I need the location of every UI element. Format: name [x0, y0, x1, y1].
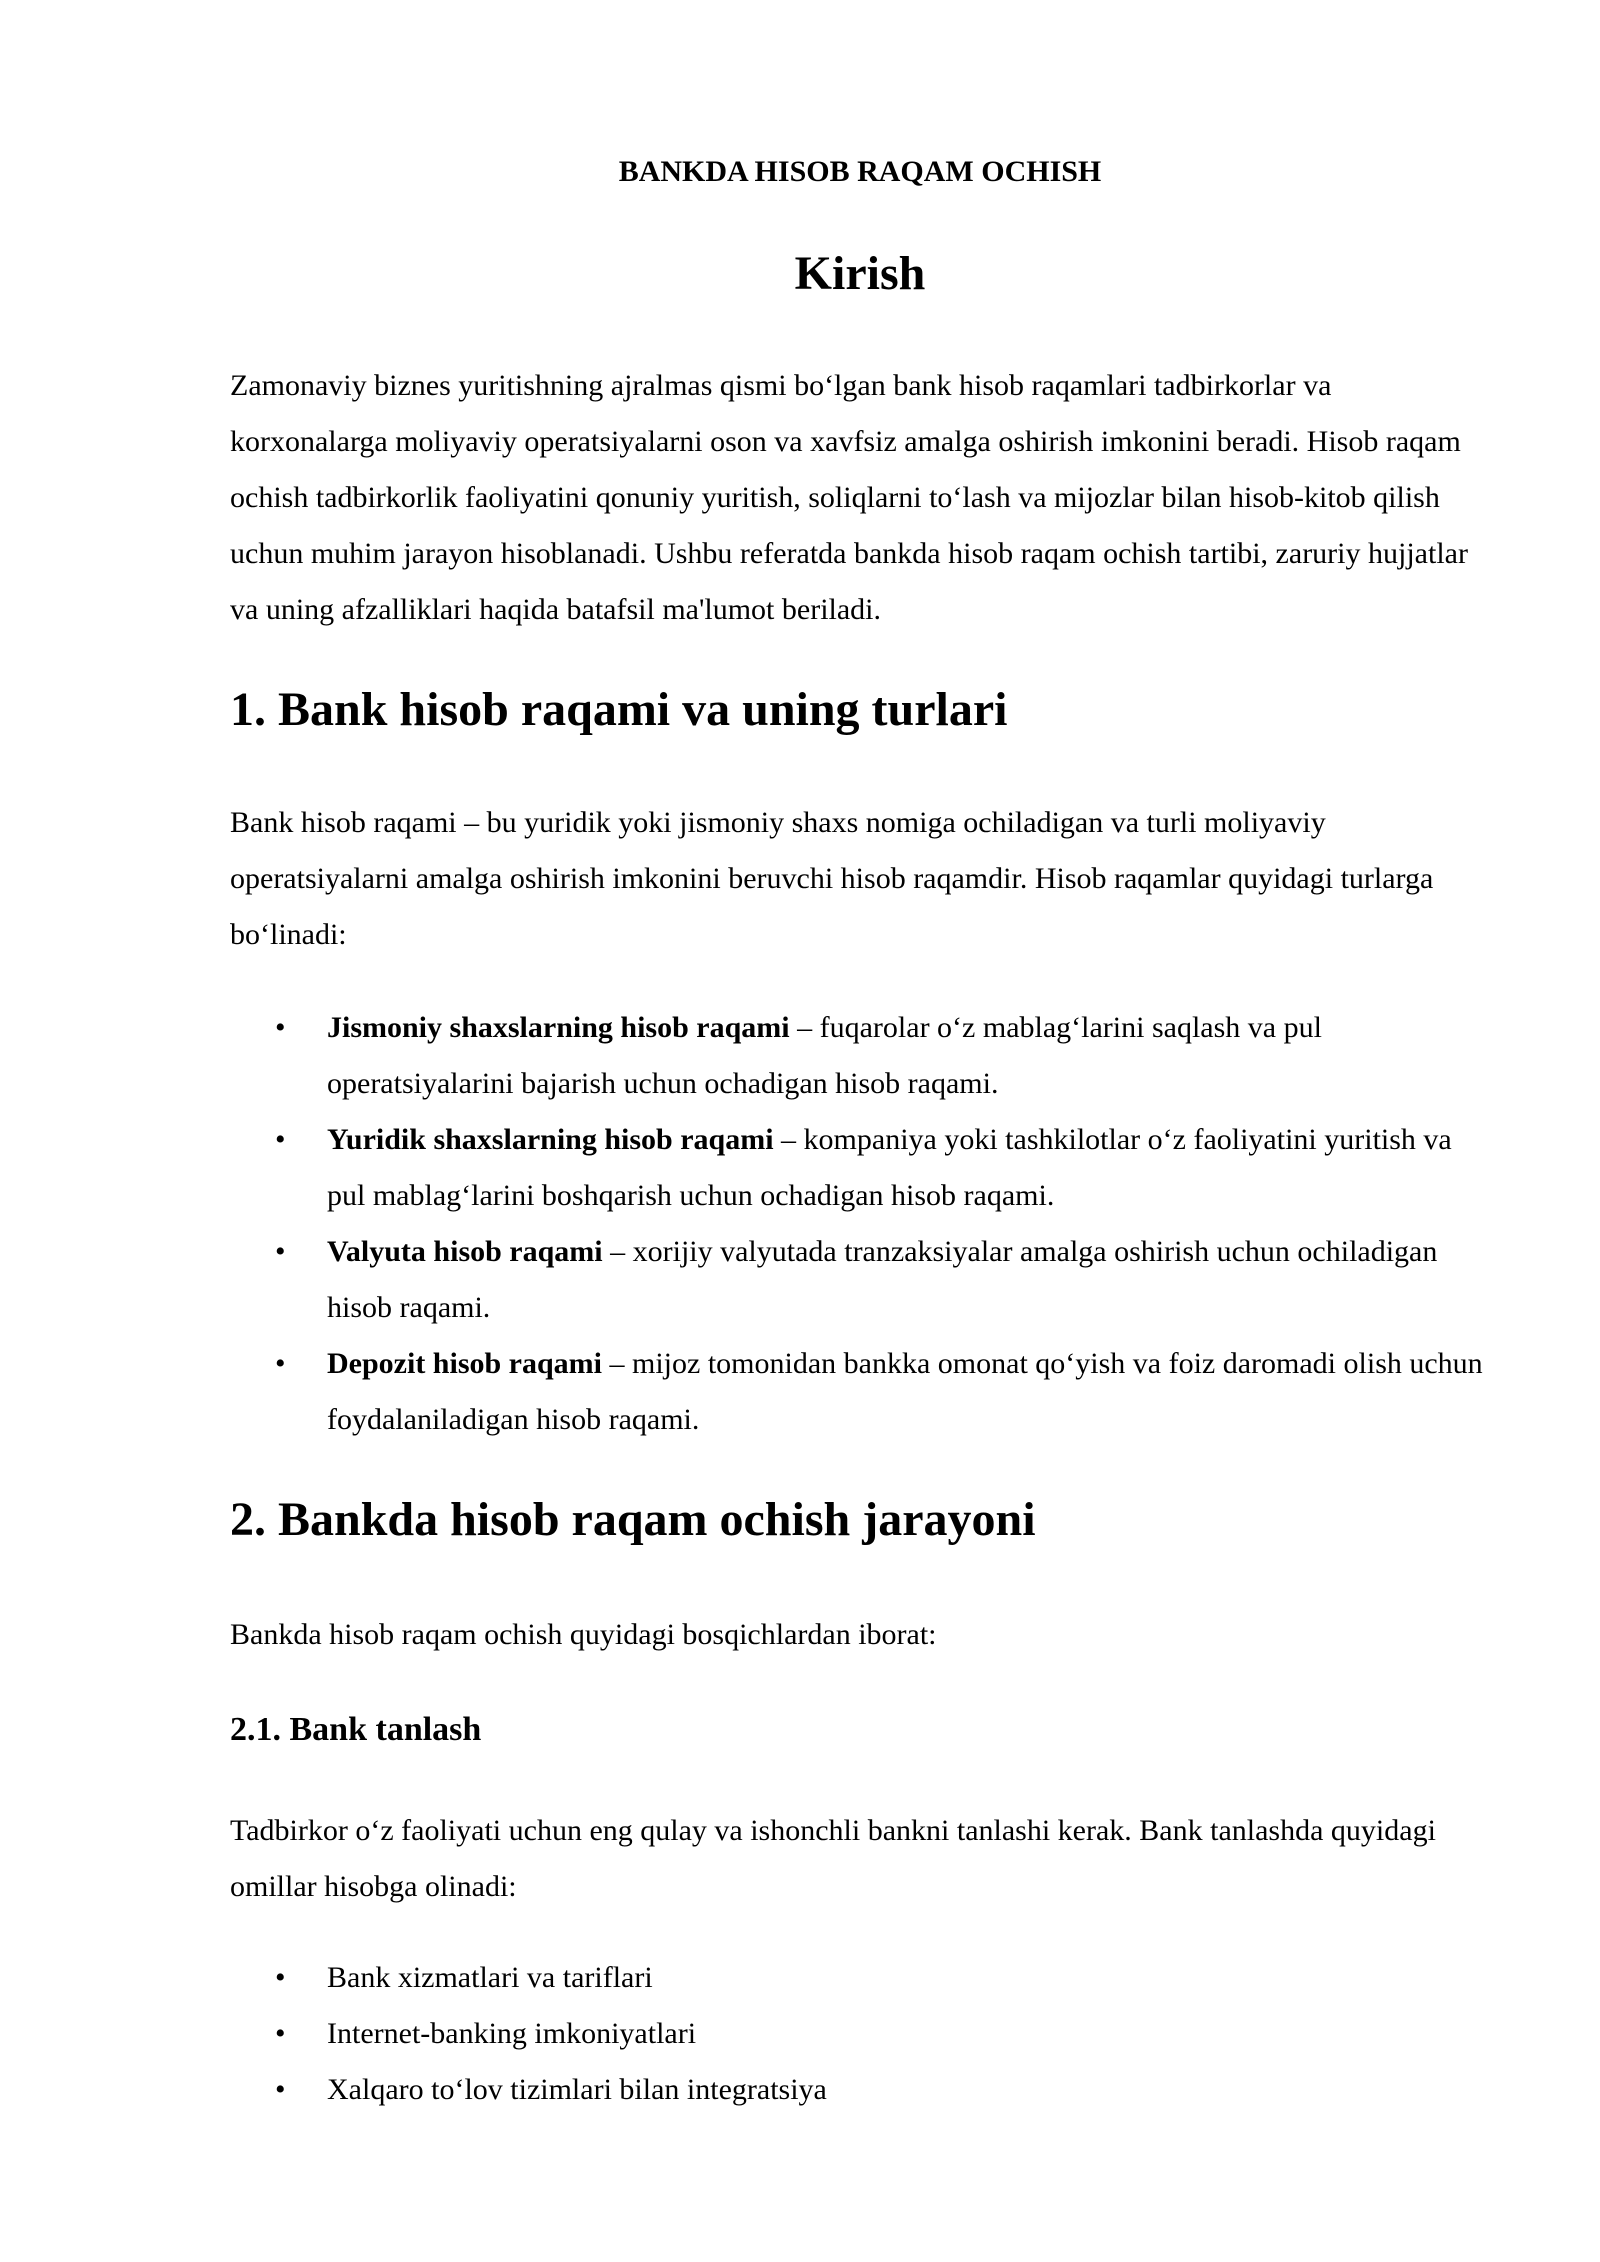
- intro-paragraph: Zamonaviy biznes yuritishning ajralmas qismi bo‘lgan bank hisob raqamlari tadbirkorlar va korxonalarga moliyaviy operatsiyalarni oson va xavfsiz amalga oshirish imkonini beradi. Hisob raqam ochish tadbirkorlik faoliyatini qonuniy yuritish, soliqlarni to‘lash va mijozlar bilan hisob-kitob qilish uchun muhim jarayon hisoblanadi. Ushbu referatda bankda hisob raqam ochish tartibi, zaruriy hujjatlar va uning afzalliklari haqida batafsil ma'lumot beriladi.: [230, 369, 1468, 626]
- bullet-icon: •: [275, 1123, 286, 1156]
- bullet-icon: •: [275, 2073, 286, 2106]
- list-item: [230, 2062, 1492, 2118]
- section-1-heading: 1. Bank hisob raqami va uning turlari: [230, 683, 1008, 736]
- list-item-description: – xorijiy valyutada tranzaksiyalar amalga oshirish uchun ochiladigan hisob raqami.: [327, 1235, 1438, 1324]
- subsection-2-1-paragraph: Tadbirkor o‘z faoliyati uchun eng qulay va ishonchli bankni tanlashi kerak. Bank tanlashda quyidagi omillar hisobga olinadi:: [230, 1814, 1436, 1903]
- document-title: BANKDA HISOB RAQAM OCHISH: [618, 155, 1102, 188]
- list-item-term: Valyuta hisob raqami: [327, 1235, 603, 1268]
- list-item-text: Bank xizmatlari va tariflari: [327, 1961, 653, 1994]
- list-item-description: – kompaniya yoki tashkilotlar o‘z faoliyatini yuritish va pul mablag‘larini boshqarish uchun ochadigan hisob raqami.: [327, 1123, 1452, 1212]
- section-1-paragraph: Bank hisob raqami – bu yuridik yoki jismoniy shaxs nomiga ochiladigan va turli moliyaviy operatsiyalarni amalga oshirish imkonini beruvchi hisob raqamdir. Hisob raqamlar quyidagi turlarga bo‘linadi:: [230, 806, 1434, 951]
- bullet-icon: •: [275, 1961, 286, 1994]
- list-item-description: – mijoz tomonidan bankka omonat qo‘yish va foiz daromadi olish uchun foydalaniladigan hisob raqami.: [327, 1347, 1483, 1436]
- intro-heading: Kirish: [794, 247, 926, 300]
- list-item-term: Depozit hisob raqami: [327, 1347, 603, 1380]
- bank-selection-factors-list: [230, 1950, 1492, 2118]
- list-item: [230, 1224, 1492, 1336]
- list-item: [230, 1000, 1492, 1112]
- section-2-paragraph: Bankda hisob raqam ochish quyidagi bosqichlardan iborat:: [230, 1618, 937, 1651]
- list-item: [230, 2006, 1492, 2062]
- bullet-icon: •: [275, 1235, 286, 1268]
- list-item-text: Internet-banking imkoniyatlari: [327, 2017, 697, 2050]
- account-types-list: [230, 1000, 1492, 1448]
- list-item-term: Yuridik shaxslarning hisob raqami: [327, 1123, 774, 1156]
- list-item: [230, 1950, 1492, 2006]
- subsection-2-1-heading: 2.1. Bank tanlash: [230, 1711, 482, 1748]
- bullet-icon: •: [275, 2017, 286, 2050]
- bullet-icon: •: [275, 1011, 286, 1044]
- bullet-icon: •: [275, 1347, 286, 1380]
- list-item: [230, 1336, 1492, 1448]
- section-2-heading: 2. Bankda hisob raqam ochish jarayoni: [230, 1493, 1036, 1546]
- list-item-text: Xalqaro to‘lov tizimlari bilan integratsiya: [327, 2073, 827, 2106]
- list-item: [230, 1112, 1492, 1224]
- list-item-description: – fuqarolar o‘z mablag‘larini saqlash va pul operatsiyalarini bajarish uchun ochadigan hisob raqami.: [327, 1011, 1322, 1100]
- list-item-term: Jismoniy shaxslarning hisob raqami: [327, 1011, 790, 1044]
